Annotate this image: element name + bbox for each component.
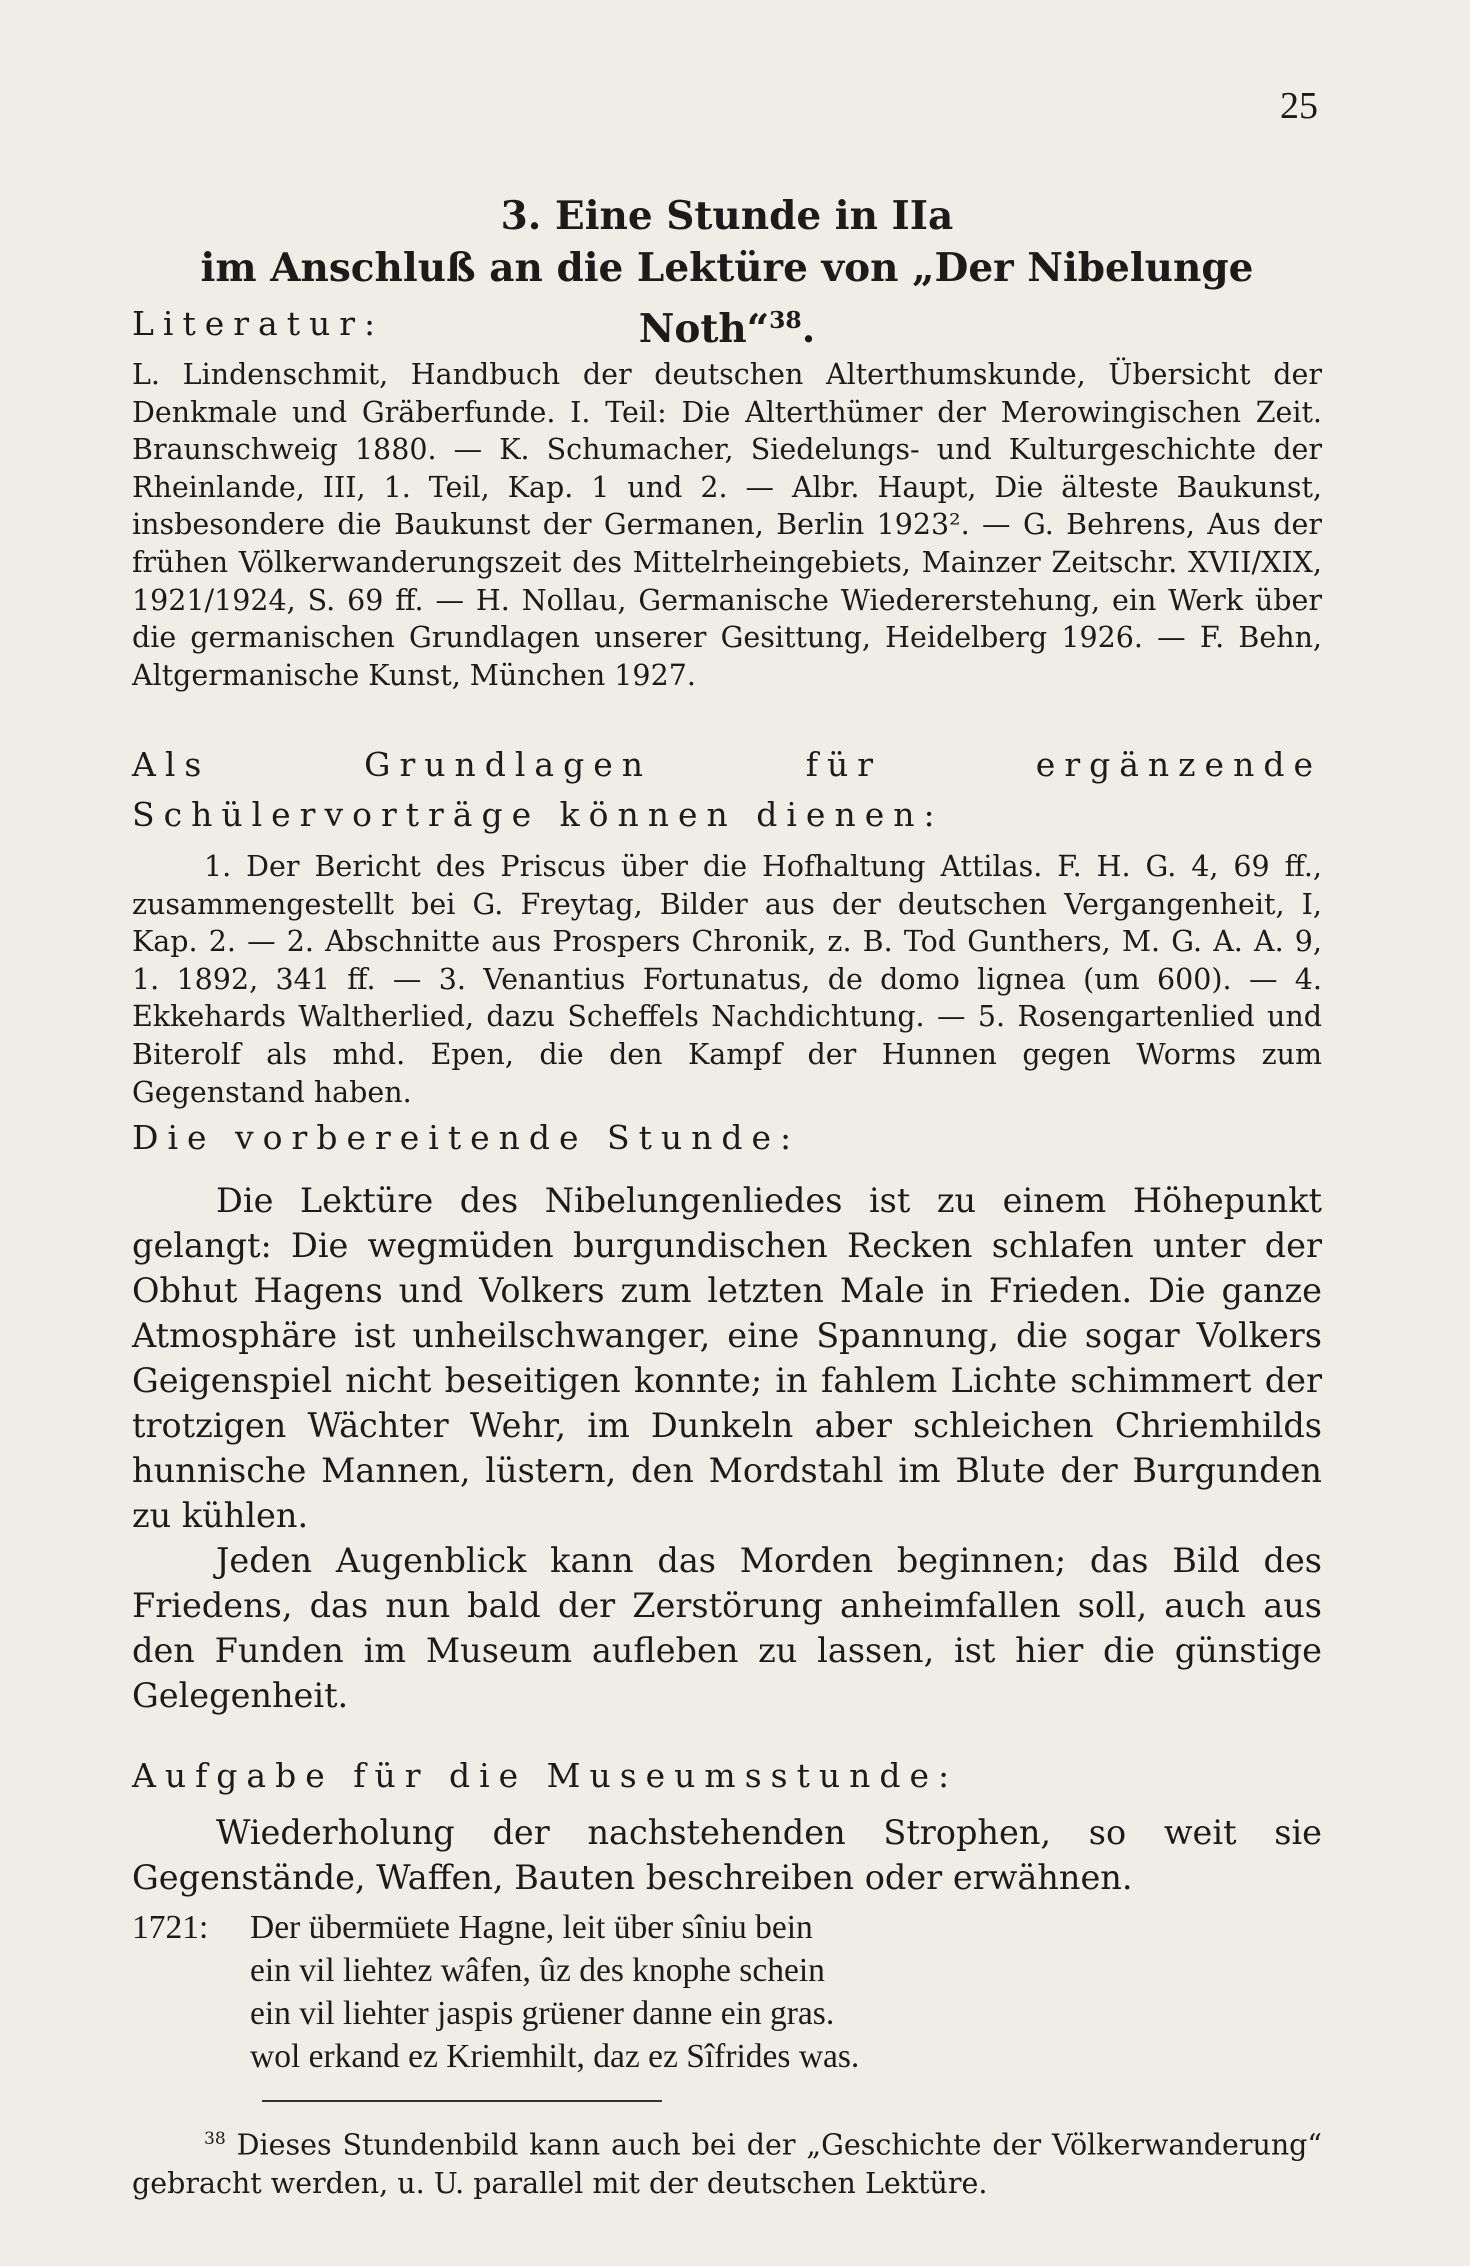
- footnote-number: 38: [204, 2129, 226, 2149]
- preparatory-heading: Die vorbereitende Stunde:: [132, 1118, 801, 1157]
- foundations-text: 1. Der Bericht des Priscus über die Hofhaltung Attilas. F. H. G. 4, 69 ff., zusammengestellt bei G. Freytag, Bilder aus der deutschen Vergangenheit, I, Kap. 2. — 2. Abschnitte aus Prospers Chronik, z. B. Tod Gunthers, M. G. A. A. 9, 1. 1892, 341 ff. — 3. Venantius Fortunatus, de domo lignea (um 600). — 4. Ekkehards Waltherlied, dazu Scheffels Nachdichtung. — 5. Rosengartenlied und Biterolf als mhd. Epen, die den Kampf der Hunnen gegen Worms zum Gegenstand haben.: [132, 850, 1322, 1109]
- stanza-number: 1721:: [132, 1909, 209, 1946]
- literature-text: L. Lindenschmit, Handbuch der deutschen Alterthumskunde, Übersicht der Denkmale und Gräberfunde. I. Teil: Die Alterthümer der Merowingischen Zeit. Braunschweig 1880. — K. Schumacher, Siedelungs- und Kulturgeschichte der Rheinlande, III, 1. Teil, Kap. 1 und 2. — Albr. Haupt, Die älteste Baukunst, insbesondere die Baukunst der Germanen, Berlin 1923². — G. Behrens, Aus der frühen Völkerwanderungszeit des Mittelrheingebiets, Mainzer Zeitschr. XVII/XIX, 1921/1924, S. 69 ff. — H. Nollau, Germanische Wiedererstehung, ein Werk über die germanischen Grundlagen unserer Gesittung, Heidelberg 1926. — F. Behn, Altgermanische Kunst, München 1927.: [132, 358, 1322, 692]
- foundations-section: [132, 848, 1322, 1111]
- stanza-line: wol erkand ez Kriemhilt, daz ez Sîfrides was.: [250, 2038, 860, 2075]
- stanza-line: 1721: Der übermüete Hagne, leit über sîniu bein: [132, 1906, 1322, 1949]
- chapter-title-line1: 3. Eine Stunde in IIa: [500, 193, 954, 239]
- foundations-heading: Als Grundlagen für ergänzende Schülervorträge können dienen:: [132, 745, 1322, 834]
- footnote-reference[interactable]: 38: [769, 306, 802, 334]
- stanza-line: ein vil liehter jaspis grüener danne ein gras.: [250, 1995, 835, 2032]
- stanza: [132, 1906, 1322, 2078]
- stanza-line: ein vil liehtez wâfen, ûz des knophe schein: [250, 1952, 825, 1989]
- footnote-separator: [262, 2100, 662, 2102]
- page-number: 25: [1280, 85, 1318, 127]
- literature-section: [132, 356, 1322, 694]
- preparatory-section: [132, 1178, 1322, 1718]
- task-section: [132, 1810, 1322, 1900]
- chapter-title-line2-end: .: [801, 306, 816, 352]
- preparatory-paragraph-1: Die Lektüre des Nibelungenliedes ist zu einem Höhepunkt gelangt: Die wegmüden burgundischen Recken schlafen unter der Obhut Hagens und Volkers zum letzten Male in Frieden. Die ganze Atmosphäre ist unheilschwanger, eine Spannung, die sogar Volkers Geigenspiel nicht beseitigen konnte; in fahlem Lichte schimmert der trotzigen Wächter Wehr, im Dunkeln aber schleichen Chriemhilds hunnische Mannen, lüstern, den Mordstahl im Blute der Burgunden zu kühlen.: [132, 1181, 1322, 1535]
- literature-heading: Literatur:: [132, 304, 385, 343]
- task-heading: Aufgabe für die Museumsstunde:: [132, 1756, 959, 1795]
- preparatory-paragraph-2: Jeden Augenblick kann das Morden beginnen; das Bild des Friedens, das nun bald der Zerstörung anheimfallen soll, auch aus den Funden im Museum aufleben zu lassen, ist hier die günstige Gelegenheit.: [132, 1541, 1322, 1715]
- task-text: Wiederholung der nachstehenden Strophen, so weit sie Gegenstände, Waffen, Bauten beschreiben oder erwähnen.: [132, 1813, 1322, 1897]
- footnote: [132, 2120, 1322, 2203]
- chapter-title-line2-text: im Anschluß an die Lektüre von „Der Nibelunge Noth“: [200, 245, 1254, 352]
- footnote-text: Dieses Stundenbild kann auch bei der „Geschichte der Völkerwanderung“ gebracht werden, u. U. parallel mit der deutschen Lektüre.: [132, 2128, 1322, 2200]
